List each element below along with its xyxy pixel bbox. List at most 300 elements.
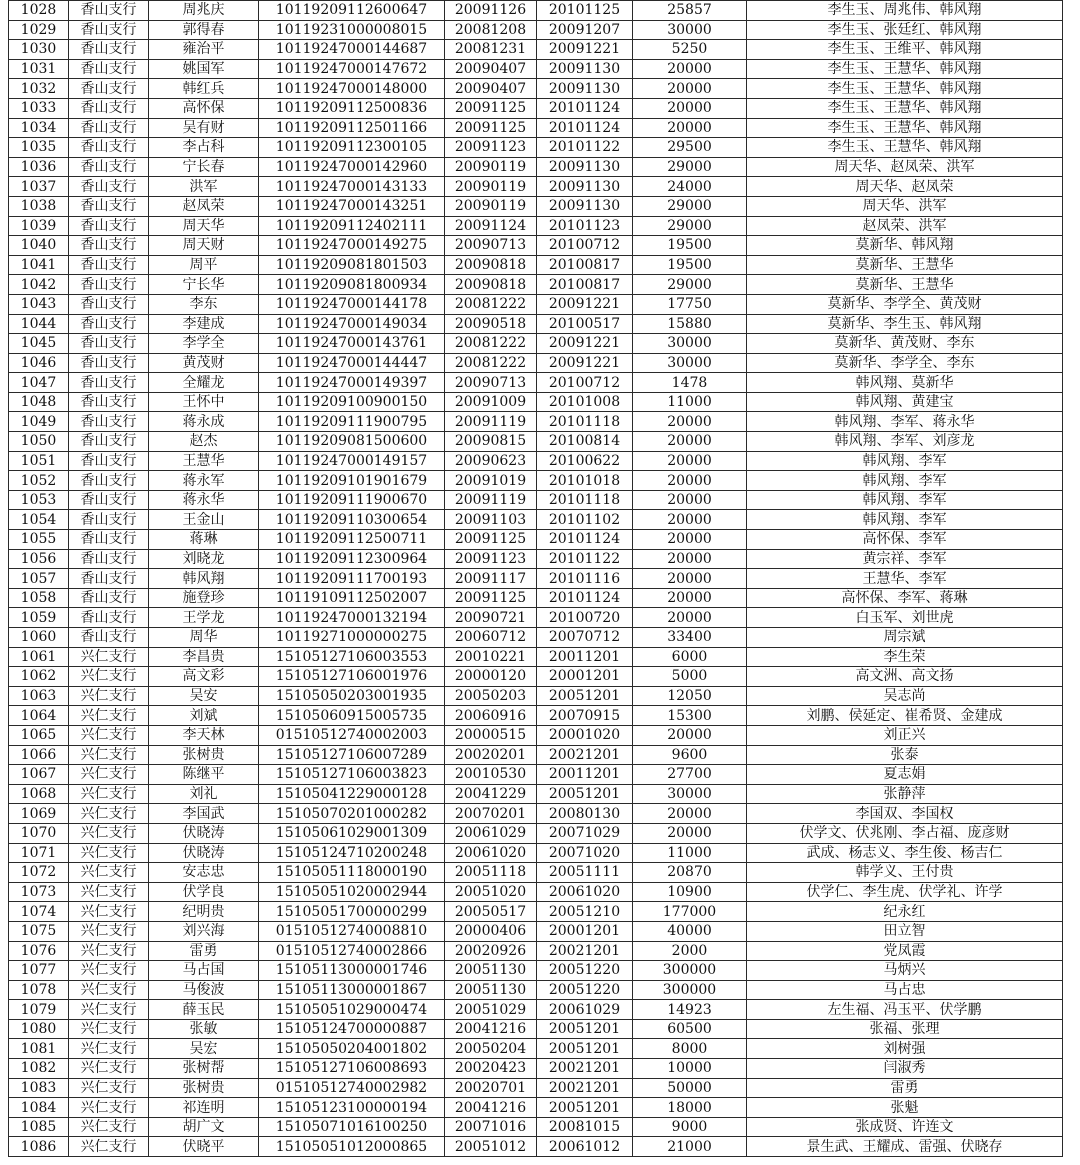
borrower-cell: 李建成 [149, 314, 259, 334]
account-number-cell: 10119209112500836 [259, 98, 445, 118]
amount-cell: 8000 [633, 1039, 747, 1059]
amount-cell: 14923 [633, 1000, 747, 1020]
branch-cell: 兴仁支行 [69, 725, 149, 745]
end-date-cell: 20061012 [537, 1137, 633, 1157]
table-row [9, 784, 1063, 804]
amount-cell: 20000 [633, 725, 747, 745]
branch-cell: 香山支行 [69, 1, 149, 21]
table-row [9, 314, 1063, 334]
row-number-cell: 1049 [9, 412, 69, 432]
amount-cell: 177000 [633, 902, 747, 922]
end-date-cell: 20051201 [537, 1098, 633, 1118]
account-number-cell: 10119209112402111 [259, 216, 445, 236]
amount-cell: 24000 [633, 177, 747, 197]
table-row [9, 667, 1063, 687]
row-number-cell: 1062 [9, 667, 69, 687]
end-date-cell: 20091130 [537, 59, 633, 79]
account-number-cell: 10119247000143761 [259, 334, 445, 354]
end-date-cell: 20051210 [537, 902, 633, 922]
borrower-cell: 高怀保 [149, 98, 259, 118]
guarantors-cell: 张泰 [747, 745, 1063, 765]
start-date-cell: 20010530 [445, 765, 537, 785]
end-date-cell: 20101102 [537, 510, 633, 530]
branch-cell: 香山支行 [69, 608, 149, 628]
start-date-cell: 20020201 [445, 745, 537, 765]
account-number-cell: 15105127106001976 [259, 667, 445, 687]
end-date-cell: 20100712 [537, 236, 633, 256]
row-number-cell: 1061 [9, 647, 69, 667]
start-date-cell: 20041229 [445, 784, 537, 804]
account-number-cell: 10119247000147672 [259, 59, 445, 79]
row-number-cell: 1048 [9, 392, 69, 412]
account-number-cell: 10119209081500600 [259, 432, 445, 452]
guarantors-cell: 韩风翔、莫新华 [747, 373, 1063, 393]
account-number-cell: 10119247000148000 [259, 79, 445, 99]
account-number-cell: 15105050203001935 [259, 686, 445, 706]
branch-cell: 兴仁支行 [69, 1039, 149, 1059]
amount-cell: 20000 [633, 98, 747, 118]
amount-cell: 2000 [633, 941, 747, 961]
branch-cell: 香山支行 [69, 98, 149, 118]
table-row [9, 471, 1063, 491]
borrower-cell: 洪军 [149, 177, 259, 197]
start-date-cell: 20000120 [445, 667, 537, 687]
account-number-cell: 10119247000149275 [259, 236, 445, 256]
guarantors-cell: 张静萍 [747, 784, 1063, 804]
table-row [9, 275, 1063, 295]
table-row [9, 961, 1063, 981]
borrower-cell: 李学全 [149, 334, 259, 354]
table-row [9, 1117, 1063, 1137]
guarantors-cell: 高怀保、李军 [747, 530, 1063, 550]
amount-cell: 20000 [633, 569, 747, 589]
branch-cell: 兴仁支行 [69, 667, 149, 687]
start-date-cell: 20091019 [445, 471, 537, 491]
table-row [9, 706, 1063, 726]
amount-cell: 29500 [633, 138, 747, 158]
start-date-cell: 20090119 [445, 157, 537, 177]
amount-cell: 19500 [633, 255, 747, 275]
amount-cell: 50000 [633, 1078, 747, 1098]
guarantors-cell: 刘鹏、侯延定、崔希贤、金建成 [747, 706, 1063, 726]
start-date-cell: 20061020 [445, 843, 537, 863]
amount-cell: 20000 [633, 608, 747, 628]
row-number-cell: 1054 [9, 510, 69, 530]
account-number-cell: 15105127106003823 [259, 765, 445, 785]
end-date-cell: 20001201 [537, 667, 633, 687]
guarantors-cell: 李生玉、王慧华、韩风翔 [747, 98, 1063, 118]
borrower-cell: 施登珍 [149, 588, 259, 608]
end-date-cell: 20101008 [537, 392, 633, 412]
amount-cell: 20000 [633, 804, 747, 824]
guarantors-cell: 李生玉、王慧华、韩风翔 [747, 79, 1063, 99]
account-number-cell: 10119247000144687 [259, 40, 445, 60]
table-row [9, 686, 1063, 706]
branch-cell: 香山支行 [69, 549, 149, 569]
end-date-cell: 20021201 [537, 1078, 633, 1098]
amount-cell: 20000 [633, 471, 747, 491]
table-row [9, 980, 1063, 1000]
table-row [9, 236, 1063, 256]
branch-cell: 香山支行 [69, 40, 149, 60]
table-row [9, 294, 1063, 314]
guarantors-cell: 张福、张理 [747, 1019, 1063, 1039]
amount-cell: 11000 [633, 843, 747, 863]
row-number-cell: 1038 [9, 196, 69, 216]
amount-cell: 25857 [633, 1, 747, 21]
start-date-cell: 20091125 [445, 588, 537, 608]
borrower-cell: 刘礼 [149, 784, 259, 804]
branch-cell: 香山支行 [69, 588, 149, 608]
guarantors-cell: 李生玉、周兆伟、韩风翔 [747, 1, 1063, 21]
amount-cell: 20000 [633, 490, 747, 510]
end-date-cell: 20100517 [537, 314, 633, 334]
row-number-cell: 1028 [9, 1, 69, 21]
branch-cell: 香山支行 [69, 79, 149, 99]
branch-cell: 兴仁支行 [69, 745, 149, 765]
row-number-cell: 1042 [9, 275, 69, 295]
guarantors-cell: 马占忠 [747, 980, 1063, 1000]
table-row [9, 334, 1063, 354]
account-number-cell: 15105060915005735 [259, 706, 445, 726]
row-number-cell: 1070 [9, 823, 69, 843]
row-number-cell: 1047 [9, 373, 69, 393]
amount-cell: 40000 [633, 921, 747, 941]
start-date-cell: 20091126 [445, 1, 537, 21]
branch-cell: 香山支行 [69, 275, 149, 295]
guarantors-cell: 高文洲、高文扬 [747, 667, 1063, 687]
branch-cell: 香山支行 [69, 530, 149, 550]
start-date-cell: 20061029 [445, 823, 537, 843]
guarantors-cell: 周宗斌 [747, 628, 1063, 648]
start-date-cell: 20081222 [445, 294, 537, 314]
end-date-cell: 20091221 [537, 40, 633, 60]
amount-cell: 20000 [633, 79, 747, 99]
start-date-cell: 20090407 [445, 59, 537, 79]
row-number-cell: 1030 [9, 40, 69, 60]
borrower-cell: 宁长华 [149, 275, 259, 295]
start-date-cell: 20090713 [445, 373, 537, 393]
guarantors-cell: 韩风翔、李军 [747, 510, 1063, 530]
borrower-cell: 伏晓涛 [149, 823, 259, 843]
account-number-cell: 10119247000149034 [259, 314, 445, 334]
end-date-cell: 20091130 [537, 157, 633, 177]
start-date-cell: 20091123 [445, 138, 537, 158]
table-row [9, 588, 1063, 608]
end-date-cell: 20101118 [537, 412, 633, 432]
guarantors-cell: 景生武、王耀成、雷强、伏晓存 [747, 1137, 1063, 1157]
row-number-cell: 1077 [9, 961, 69, 981]
row-number-cell: 1045 [9, 334, 69, 354]
account-number-cell: 10119247000132194 [259, 608, 445, 628]
account-number-cell: 10119209112500711 [259, 530, 445, 550]
end-date-cell: 20101118 [537, 490, 633, 510]
borrower-cell: 刘晓龙 [149, 549, 259, 569]
table-row [9, 882, 1063, 902]
start-date-cell: 20090815 [445, 432, 537, 452]
borrower-cell: 李东 [149, 294, 259, 314]
borrower-cell: 安志忠 [149, 863, 259, 883]
borrower-cell: 高文彩 [149, 667, 259, 687]
borrower-cell: 伏晓平 [149, 1137, 259, 1157]
amount-cell: 20000 [633, 451, 747, 471]
table-row [9, 157, 1063, 177]
start-date-cell: 20060916 [445, 706, 537, 726]
end-date-cell: 20011201 [537, 765, 633, 785]
amount-cell: 21000 [633, 1137, 747, 1157]
guarantors-cell: 刘树强 [747, 1039, 1063, 1059]
amount-cell: 5000 [633, 667, 747, 687]
account-number-cell: 15105124710200248 [259, 843, 445, 863]
account-number-cell: 15105050204001802 [259, 1039, 445, 1059]
start-date-cell: 20091125 [445, 530, 537, 550]
row-number-cell: 1080 [9, 1019, 69, 1039]
table-row [9, 59, 1063, 79]
branch-cell: 兴仁支行 [69, 961, 149, 981]
account-number-cell: 15105113000001867 [259, 980, 445, 1000]
amount-cell: 20000 [633, 432, 747, 452]
guarantors-cell: 党凤霞 [747, 941, 1063, 961]
start-date-cell: 20090407 [445, 79, 537, 99]
start-date-cell: 20091117 [445, 569, 537, 589]
row-number-cell: 1056 [9, 549, 69, 569]
guarantors-cell: 马炳兴 [747, 961, 1063, 981]
ledger-body [9, 1, 1063, 1157]
end-date-cell: 20100817 [537, 275, 633, 295]
borrower-cell: 伏学良 [149, 882, 259, 902]
branch-cell: 香山支行 [69, 157, 149, 177]
start-date-cell: 20090119 [445, 177, 537, 197]
end-date-cell: 20071020 [537, 843, 633, 863]
start-date-cell: 20050204 [445, 1039, 537, 1059]
table-row [9, 196, 1063, 216]
row-number-cell: 1051 [9, 451, 69, 471]
start-date-cell: 20090713 [445, 236, 537, 256]
row-number-cell: 1060 [9, 628, 69, 648]
branch-cell: 兴仁支行 [69, 1098, 149, 1118]
table-row [9, 392, 1063, 412]
borrower-cell: 周天华 [149, 216, 259, 236]
account-number-cell: 10119247000142960 [259, 157, 445, 177]
guarantors-cell: 田立智 [747, 921, 1063, 941]
start-date-cell: 20020701 [445, 1078, 537, 1098]
guarantors-cell: 纪永红 [747, 902, 1063, 922]
row-number-cell: 1067 [9, 765, 69, 785]
account-number-cell: 10119209112600647 [259, 1, 445, 21]
row-number-cell: 1050 [9, 432, 69, 452]
row-number-cell: 1044 [9, 314, 69, 334]
row-number-cell: 1082 [9, 1059, 69, 1079]
guarantors-cell: 周天华、洪军 [747, 196, 1063, 216]
start-date-cell: 20020926 [445, 941, 537, 961]
start-date-cell: 20070201 [445, 804, 537, 824]
end-date-cell: 20070915 [537, 706, 633, 726]
borrower-cell: 黄茂财 [149, 353, 259, 373]
row-number-cell: 1039 [9, 216, 69, 236]
borrower-cell: 赵杰 [149, 432, 259, 452]
branch-cell: 兴仁支行 [69, 843, 149, 863]
end-date-cell: 20021201 [537, 941, 633, 961]
row-number-cell: 1033 [9, 98, 69, 118]
guarantors-cell: 李生玉、王慧华、韩风翔 [747, 59, 1063, 79]
table-row [9, 647, 1063, 667]
start-date-cell: 20090119 [445, 196, 537, 216]
loan-ledger-table [8, 0, 1063, 1157]
guarantors-cell: 莫新华、李学全、李东 [747, 353, 1063, 373]
branch-cell: 香山支行 [69, 373, 149, 393]
account-number-cell: 10119209111900670 [259, 490, 445, 510]
borrower-cell: 郭得春 [149, 20, 259, 40]
row-number-cell: 1036 [9, 157, 69, 177]
borrower-cell: 周天财 [149, 236, 259, 256]
guarantors-cell: 张魁 [747, 1098, 1063, 1118]
account-number-cell: 10119209111700193 [259, 569, 445, 589]
row-number-cell: 1063 [9, 686, 69, 706]
end-date-cell: 20051111 [537, 863, 633, 883]
start-date-cell: 20051012 [445, 1137, 537, 1157]
row-number-cell: 1034 [9, 118, 69, 138]
row-number-cell: 1076 [9, 941, 69, 961]
guarantors-cell: 莫新华、李生玉、韩风翔 [747, 314, 1063, 334]
row-number-cell: 1043 [9, 294, 69, 314]
table-row [9, 902, 1063, 922]
table-row [9, 98, 1063, 118]
end-date-cell: 20051220 [537, 961, 633, 981]
guarantors-cell: 伏学文、伏兆刚、李占福、庞彦财 [747, 823, 1063, 843]
row-number-cell: 1059 [9, 608, 69, 628]
borrower-cell: 全耀龙 [149, 373, 259, 393]
start-date-cell: 20051130 [445, 961, 537, 981]
start-date-cell: 20010221 [445, 647, 537, 667]
row-number-cell: 1037 [9, 177, 69, 197]
borrower-cell: 薛玉民 [149, 1000, 259, 1020]
account-number-cell: 15105051029000474 [259, 1000, 445, 1020]
borrower-cell: 周华 [149, 628, 259, 648]
amount-cell: 9000 [633, 1117, 747, 1137]
end-date-cell: 20081015 [537, 1117, 633, 1137]
amount-cell: 1478 [633, 373, 747, 393]
row-number-cell: 1052 [9, 471, 69, 491]
start-date-cell: 20050203 [445, 686, 537, 706]
account-number-cell: 15105113000001746 [259, 961, 445, 981]
borrower-cell: 吴安 [149, 686, 259, 706]
borrower-cell: 雍治平 [149, 40, 259, 60]
end-date-cell: 20080130 [537, 804, 633, 824]
table-row [9, 941, 1063, 961]
start-date-cell: 20090818 [445, 275, 537, 295]
amount-cell: 20000 [633, 510, 747, 530]
guarantors-cell: 李生玉、张廷红、韩风翔 [747, 20, 1063, 40]
branch-cell: 香山支行 [69, 451, 149, 471]
branch-cell: 香山支行 [69, 59, 149, 79]
account-number-cell: 15105127106003553 [259, 647, 445, 667]
guarantors-cell: 赵凤荣、洪军 [747, 216, 1063, 236]
guarantors-cell: 王慧华、李军 [747, 569, 1063, 589]
end-date-cell: 20051220 [537, 980, 633, 1000]
branch-cell: 香山支行 [69, 138, 149, 158]
borrower-cell: 李国武 [149, 804, 259, 824]
start-date-cell: 20090818 [445, 255, 537, 275]
account-number-cell: 01510512740002866 [259, 941, 445, 961]
row-number-cell: 1055 [9, 530, 69, 550]
end-date-cell: 20091130 [537, 79, 633, 99]
amount-cell: 29000 [633, 157, 747, 177]
branch-cell: 香山支行 [69, 20, 149, 40]
guarantors-cell: 韩风翔、李军 [747, 490, 1063, 510]
end-date-cell: 20100814 [537, 432, 633, 452]
start-date-cell: 20090518 [445, 314, 537, 334]
row-number-cell: 1031 [9, 59, 69, 79]
end-date-cell: 20051201 [537, 1019, 633, 1039]
branch-cell: 香山支行 [69, 294, 149, 314]
row-number-cell: 1040 [9, 236, 69, 256]
account-number-cell: 10119209112300964 [259, 549, 445, 569]
table-row [9, 373, 1063, 393]
table-row [9, 118, 1063, 138]
end-date-cell: 20091130 [537, 196, 633, 216]
end-date-cell: 20100720 [537, 608, 633, 628]
borrower-cell: 蒋永军 [149, 471, 259, 491]
end-date-cell: 20001201 [537, 921, 633, 941]
branch-cell: 香山支行 [69, 510, 149, 530]
guarantors-cell: 雷勇 [747, 1078, 1063, 1098]
start-date-cell: 20071016 [445, 1117, 537, 1137]
account-number-cell: 10119247000144447 [259, 353, 445, 373]
branch-cell: 香山支行 [69, 490, 149, 510]
branch-cell: 香山支行 [69, 196, 149, 216]
account-number-cell: 15105070201000282 [259, 804, 445, 824]
guarantors-cell: 刘正兴 [747, 725, 1063, 745]
branch-cell: 兴仁支行 [69, 765, 149, 785]
amount-cell: 20000 [633, 59, 747, 79]
account-number-cell: 15105051118000190 [259, 863, 445, 883]
account-number-cell: 10119231000008015 [259, 20, 445, 40]
table-row [9, 216, 1063, 236]
table-row [9, 79, 1063, 99]
guarantors-cell: 莫新华、韩风翔 [747, 236, 1063, 256]
start-date-cell: 20091119 [445, 412, 537, 432]
start-date-cell: 20051029 [445, 1000, 537, 1020]
table-row [9, 1039, 1063, 1059]
end-date-cell: 20051201 [537, 784, 633, 804]
row-number-cell: 1035 [9, 138, 69, 158]
guarantors-cell: 周天华、赵凤荣 [747, 177, 1063, 197]
amount-cell: 6000 [633, 647, 747, 667]
borrower-cell: 吴有财 [149, 118, 259, 138]
account-number-cell: 01510512740008810 [259, 921, 445, 941]
amount-cell: 29000 [633, 216, 747, 236]
account-number-cell: 10119209100900150 [259, 392, 445, 412]
row-number-cell: 1064 [9, 706, 69, 726]
branch-cell: 兴仁支行 [69, 941, 149, 961]
amount-cell: 11000 [633, 392, 747, 412]
row-number-cell: 1078 [9, 980, 69, 1000]
row-number-cell: 1068 [9, 784, 69, 804]
row-number-cell: 1032 [9, 79, 69, 99]
branch-cell: 香山支行 [69, 353, 149, 373]
row-number-cell: 1079 [9, 1000, 69, 1020]
amount-cell: 33400 [633, 628, 747, 648]
start-date-cell: 20081231 [445, 40, 537, 60]
amount-cell: 10900 [633, 882, 747, 902]
branch-cell: 香山支行 [69, 118, 149, 138]
table-row [9, 804, 1063, 824]
start-date-cell: 20051020 [445, 882, 537, 902]
amount-cell: 20000 [633, 549, 747, 569]
start-date-cell: 20090721 [445, 608, 537, 628]
guarantors-cell: 韩风翔、李军、蒋永华 [747, 412, 1063, 432]
end-date-cell: 20021201 [537, 1059, 633, 1079]
